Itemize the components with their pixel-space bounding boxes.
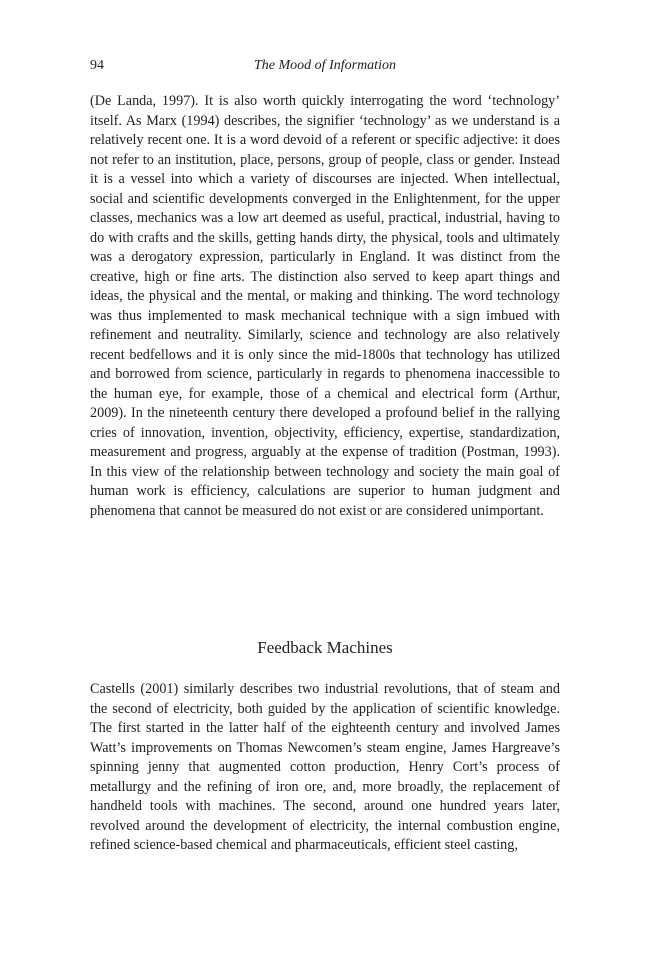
running-head xyxy=(90,58,560,78)
page-number: 94 xyxy=(90,58,104,73)
body-paragraph xyxy=(90,92,560,521)
running-title: The Mood of Information xyxy=(254,58,396,73)
paragraph-text: Castells (2001) similarly describes two industrial revolutions, that of steam and the second of electricity, both guided by the application of scientific knowledge. The first started in the latter half of the eighteenth century and involved James Watt’s improvements on Thomas Newcomen’s steam engine, James Hargreave’s spinning jenny that augmented cotton production, Henry Cort’s process of metallurgy and the refining of iron ore, and, more broadly, the replacement of handheld tools with machines. The second, around one hundred years later, revolved around the development of electricity, the internal combustion engine, refined science-based chemical and pharmaceuticals, efficient steel casting, xyxy=(90,681,560,853)
section-heading: Feedback Machines xyxy=(257,638,393,657)
body-paragraph xyxy=(90,680,560,856)
paragraph-text: (De Landa, 1997). It is also worth quickly interrogating the word ‘technology’ itself. As Marx (1994) describes, the signifier ‘technology’ as we understand is a relatively recent one. It is a word devoid of a referent or specific adjective: it does not refer to an institution, place, persons, group of people, class or gender. Instead it is a vessel into which a variety of discourses are injected. When intellectual, social and scientific developments converged in the Enlightenment, for the upper classes, mechanics was a low art deemed as useful, practical, industrial, having to do with crafts and the skills, getting hands dirty, the physical, tools and ultimately was a derogatory expression, particularly in England. It was distinct from the creative, high or fine arts. The distinction also served to keep apart things and ideas, the physical and the mental, or making and thinking. The word technology was thus implemented to mask mechanical technique with a sign imbued with refinement and neutrality. Similarly, science and technology are also relatively recent bedfellows and it is only since the mid-1800s that technology has utilized and borrowed from science, particularly in regards to phenomena inaccessible to the human eye, for example, those of a chemical and electrical form (Arthur, 2009). In the nineteenth century there developed a profound belief in the rallying cries of innovation, invention, objectivity, efficiency, expertise, standardization, measurement and progress, arguably at the expense of tradition (Postman, 1993). In this view of the relationship between technology and society the main goal of human work is efficiency, calculations are superior to human judgment and phenomena that cannot be measured do not exist or are considered unimportant. xyxy=(90,93,560,519)
